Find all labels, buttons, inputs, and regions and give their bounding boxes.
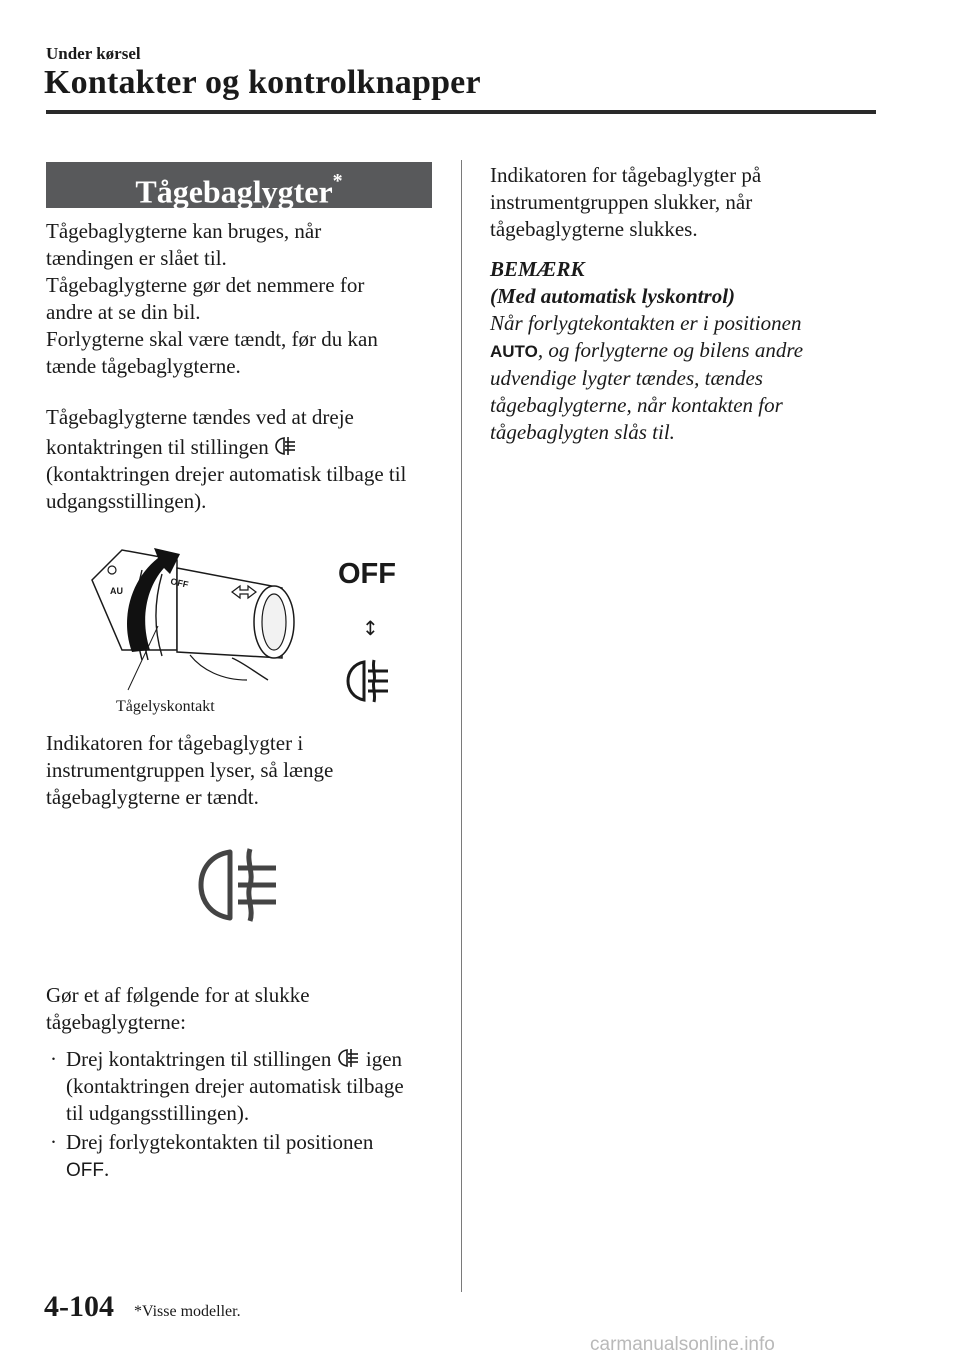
intro-paragraph [46,218,446,380]
section-label: Under kørsel [46,44,141,63]
figure-off-label: OFF [338,558,396,590]
text-line: Drej forlygtekontakten til positionen [66,1130,374,1154]
text-line: Tågebaglygterne gør det nemmere for [46,273,365,297]
bullet-mark: · [50,1047,57,1071]
text-line: tågebaglygterne: [46,1010,186,1034]
text-line: instrumentgruppen lyser, så længe [46,758,334,782]
text-line: tågebaglygterne slukkes. [490,217,698,241]
text-line: Indikatoren for tågebaglygter på [490,163,762,187]
text-span: , og forlygterne og bilens andre [537,338,804,362]
off-position-label: OFF [66,1160,104,1181]
turn-off-paragraph [46,982,446,1036]
chapter-title: Kontakter og kontrolknapper [44,64,481,101]
text-span: . [104,1157,110,1181]
activation-paragraph [46,404,446,515]
switch-off-mark: OFF [169,576,190,590]
text-line: (kontaktringen drejer automatisk tilbage [66,1074,404,1098]
note-block [490,256,890,446]
text-line: (kontaktringen drejer automatisk tilbage til [46,462,407,486]
text-span: Drej kontaktringen til stillingen [66,1047,332,1071]
header-rule [46,110,876,114]
bullet-mark: · [50,1130,57,1154]
section-banner [46,162,432,208]
text-line: Gør et af følgende for at slukke [46,983,310,1007]
text-line: udgangsstillingen). [46,489,207,513]
text-line: tændingen er slået til. [46,246,227,270]
page-number: 4-104 [44,1290,114,1323]
text-line: til udgangsstillingen). [66,1101,250,1125]
auto-position-label: AUTO [490,342,538,361]
figure-caption: Tågelyskontakt [116,698,215,715]
text-line: tænde tågebaglygterne. [46,354,241,378]
text-line: Tågebaglygterne kan bruges, når [46,219,322,243]
text-line: tågebaglygterne er tændt. [46,785,259,809]
updown-arrow-icon: ↕ [362,616,379,640]
indicator-off-paragraph [490,162,890,243]
text-line [66,1046,466,1073]
banner-title: Tågebaglygter [135,173,333,210]
text-line: Indikatoren for tågebaglygter i [46,731,304,755]
note-title: BEMÆRK [490,257,585,281]
text-line: Tågebaglygterne tændes ved at dreje [46,405,354,429]
text-line [46,434,446,461]
text-span: igen [365,1047,403,1071]
rear-fog-light-icon [196,846,286,924]
switch-auto-mark: AU [110,586,123,596]
text-line: Forlygterne skal være tændt, før du kan [46,327,378,351]
text-line: tågebaglygten slås til. [490,420,675,444]
rear-fog-light-icon [337,1047,361,1069]
banner-asterisk: * [332,170,343,192]
note-subtitle: (Med automatisk lyskontrol) [490,284,736,308]
rear-fog-light-icon [274,435,298,457]
text-line: tågebaglygterne, når kontakten for [490,393,783,417]
bullet-item [46,1046,466,1127]
text-line: instrumentgruppen slukker, når [490,190,753,214]
text-line [490,337,890,365]
rear-fog-light-icon [344,656,394,706]
indicator-on-paragraph [46,730,446,811]
text-line: andre at se din bil. [46,300,201,324]
text-line [66,1156,466,1184]
watermark: carmanualsonline.info [590,1334,775,1355]
text-line: Når forlygtekontakten er i positionen [490,311,802,335]
text-span: kontaktringen til stillingen [46,435,269,459]
footnote: *Visse modeller. [134,1303,241,1320]
text-line: udvendige lygter tændes, tændes [490,366,763,390]
bullet-item [46,1129,466,1184]
